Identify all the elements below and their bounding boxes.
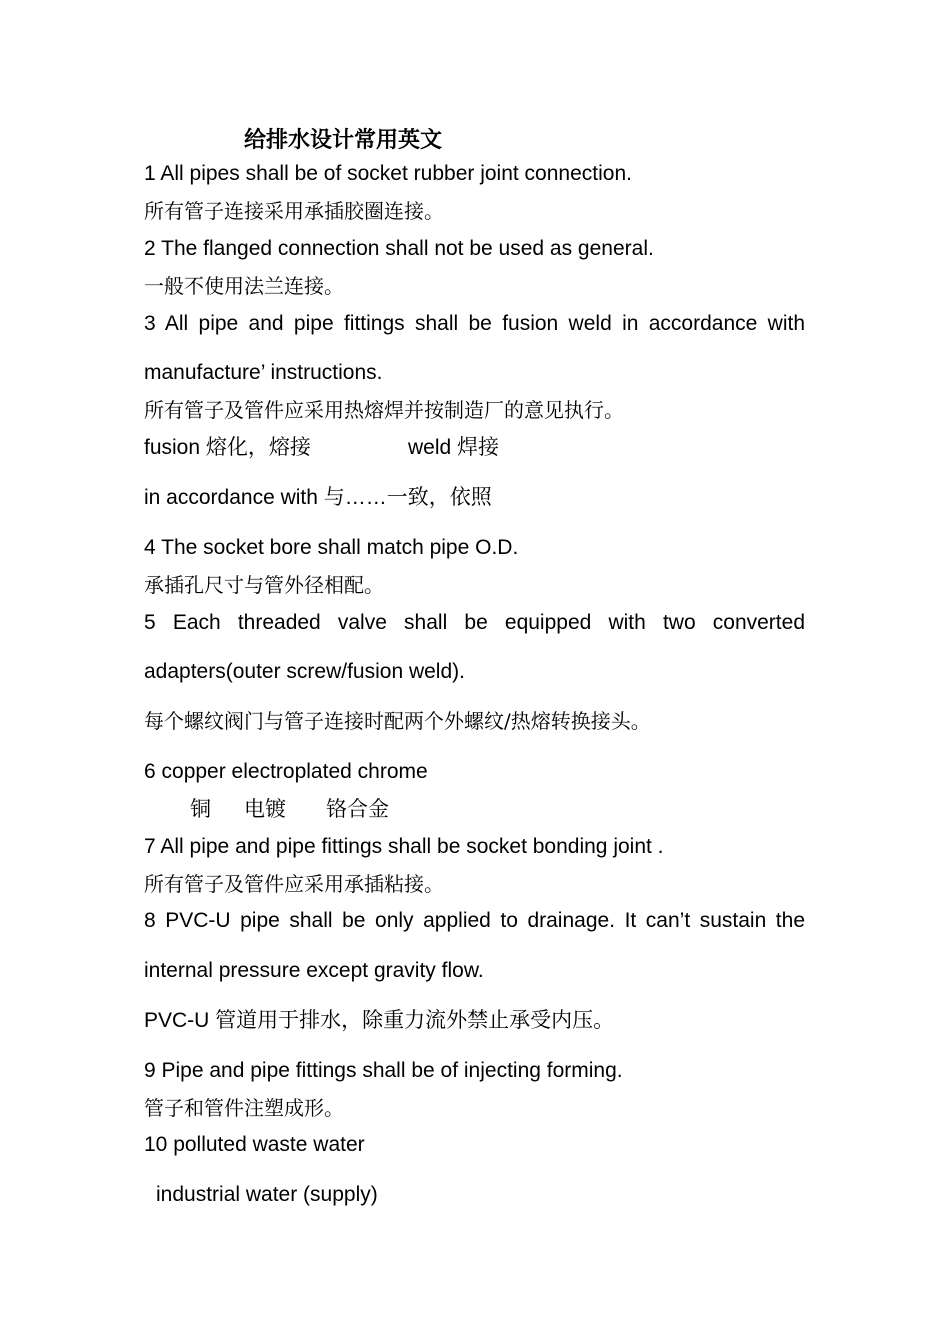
text-line: in accordance with 与……一致，依照 [144, 486, 492, 509]
text-line: industrial water (supply) [156, 1183, 378, 1206]
text-line: 所有管子及管件应采用热熔焊并按制造厂的意见执行。 [144, 398, 624, 422]
text-line: 5 Each threaded valve shall be equipped with two converted [144, 611, 805, 634]
text-line: fusion 熔化，熔接 [144, 436, 311, 459]
text-line: 4 The socket bore shall match pipe O.D. [144, 536, 519, 559]
text-line: 所有管子连接采用承插胶圈连接。 [144, 199, 444, 223]
text-line: 9 Pipe and pipe fittings shall be of injecting forming. [144, 1059, 623, 1082]
text-line: 8 PVC-U pipe shall be only applied to drainage. It can’t sustain the [144, 909, 805, 932]
text-line: 承插孔尺寸与管外径相配。 [144, 573, 384, 597]
text-line: 6 copper electroplated chrome [144, 760, 428, 783]
text-line: weld 焊接 [408, 436, 500, 459]
text-line: 铬合金 [326, 797, 389, 821]
text-line: internal pressure except gravity flow. [144, 959, 484, 982]
text-line: 铜 [190, 797, 211, 821]
text-line: 2 The flanged connection shall not be used as general. [144, 237, 654, 260]
document-title: 给排水设计常用英文 [244, 127, 443, 153]
text-line: 3 All pipe and pipe fittings shall be fusion weld in accordance with [144, 312, 805, 335]
text-line: manufacture’ instructions. [144, 361, 383, 384]
text-line: 一般不使用法兰连接。 [144, 274, 344, 298]
text-line: adapters(outer screw/fusion weld). [144, 660, 465, 683]
text-line: 1 All pipes shall be of socket rubber joint connection. [144, 162, 632, 185]
text-line: 7 All pipe and pipe fittings shall be socket bonding joint . [144, 835, 664, 858]
text-line: PVC-U 管道用于排水，除重力流外禁止承受内压。 [144, 1009, 615, 1032]
text-line: 每个螺纹阀门与管子连接时配两个外螺纹/热熔转换接头。 [144, 709, 651, 733]
text-line: 管子和管件注塑成形。 [144, 1096, 344, 1120]
text-line: 电镀 [244, 797, 286, 821]
text-line: 所有管子及管件应采用承插粘接。 [144, 872, 444, 896]
text-line: 10 polluted waste water [144, 1133, 365, 1156]
